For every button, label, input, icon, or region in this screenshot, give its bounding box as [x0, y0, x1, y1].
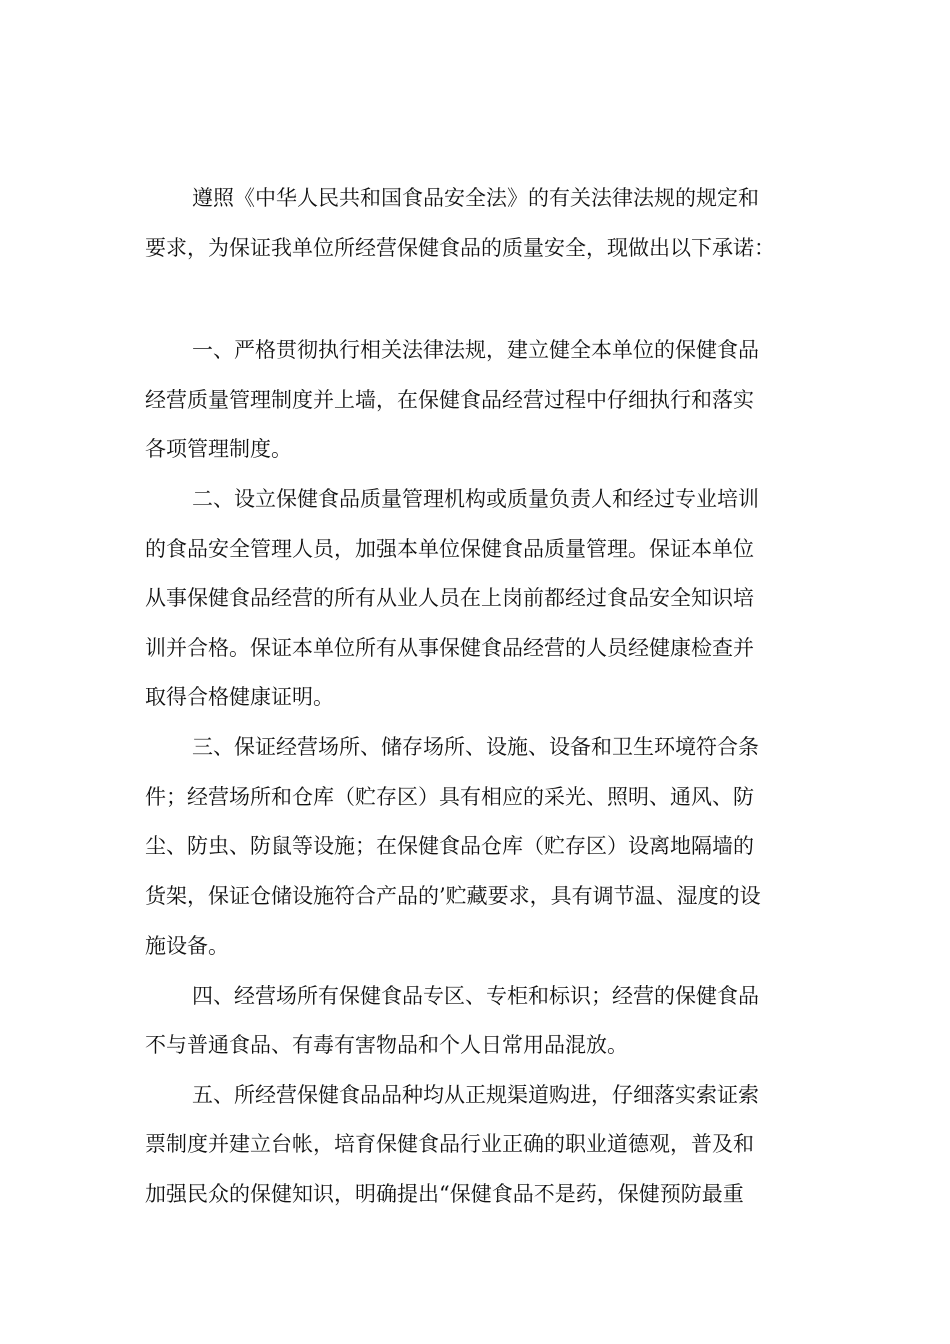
- item-1-line-2: 经营质量管理制度并上墙，在保健食品经营过程中仔细执行和落实: [145, 388, 754, 412]
- item-2-line-1: 二、设立保健食品质量管理机构或质量负责人和经过专业培训: [192, 487, 759, 511]
- item-4-line-2: 不与普通食品、有毒有害物品和个人日常用品混放。: [145, 1033, 628, 1057]
- intro-line-2: 要求，为保证我单位所经营保健食品的质量安全，现做出以下承诺：: [145, 236, 775, 260]
- item-2-line-3: 从事保健食品经营的所有从业人员在上岗前都经过食品安全知识培: [145, 586, 754, 610]
- item-1-line-3: 各项管理制度。: [145, 437, 292, 461]
- item-3-line-2: 件；经营场所和仓库（贮存区）具有相应的采光、照明、通风、防: [145, 785, 754, 809]
- item-2-line-2: 的食品安全管理人员，加强本单位保健食品质量管理。保证本单位: [145, 537, 754, 561]
- item-5-line-1: 五、所经营保健食品品种均从正规渠道购进，仔细落实索证索: [192, 1083, 759, 1107]
- item-2-line-4: 训并合格。保证本单位所有从事保健食品经营的人员经健康检查并: [145, 636, 754, 660]
- item-3-line-3: 尘、防虫、防鼠等设施；在保健食品仓库（贮存区）设离地隔墙的: [145, 834, 754, 858]
- intro-line-1: 遵照《中华人民共和国食品安全法》的有关法律法规的规定和: [192, 186, 759, 210]
- item-5-line-2: 票制度并建立台帐，培育保健食品行业正确的职业道德观，普及和: [145, 1132, 754, 1156]
- item-1-line-1: 一、严格贯彻执行相关法律法规，建立健全本单位的保健食品: [192, 338, 759, 362]
- item-3-line-1: 三、保证经营场所、储存场所、设施、设备和卫生环境符合条: [192, 735, 759, 759]
- item-3-line-5: 施设备。: [145, 934, 229, 958]
- item-4-line-1: 四、经营场所有保健食品专区、专柜和标识；经营的保健食品: [192, 984, 759, 1008]
- item-3-line-4: 货架，保证仓储设施符合产品的’贮藏要求，具有调节温、湿度的设: [145, 884, 761, 908]
- item-2-line-5: 取得合格健康证明。: [145, 685, 334, 709]
- item-5-line-3: 加强民众的保健知识，明确提出“保健食品不是药，保健预防最重: [145, 1182, 744, 1206]
